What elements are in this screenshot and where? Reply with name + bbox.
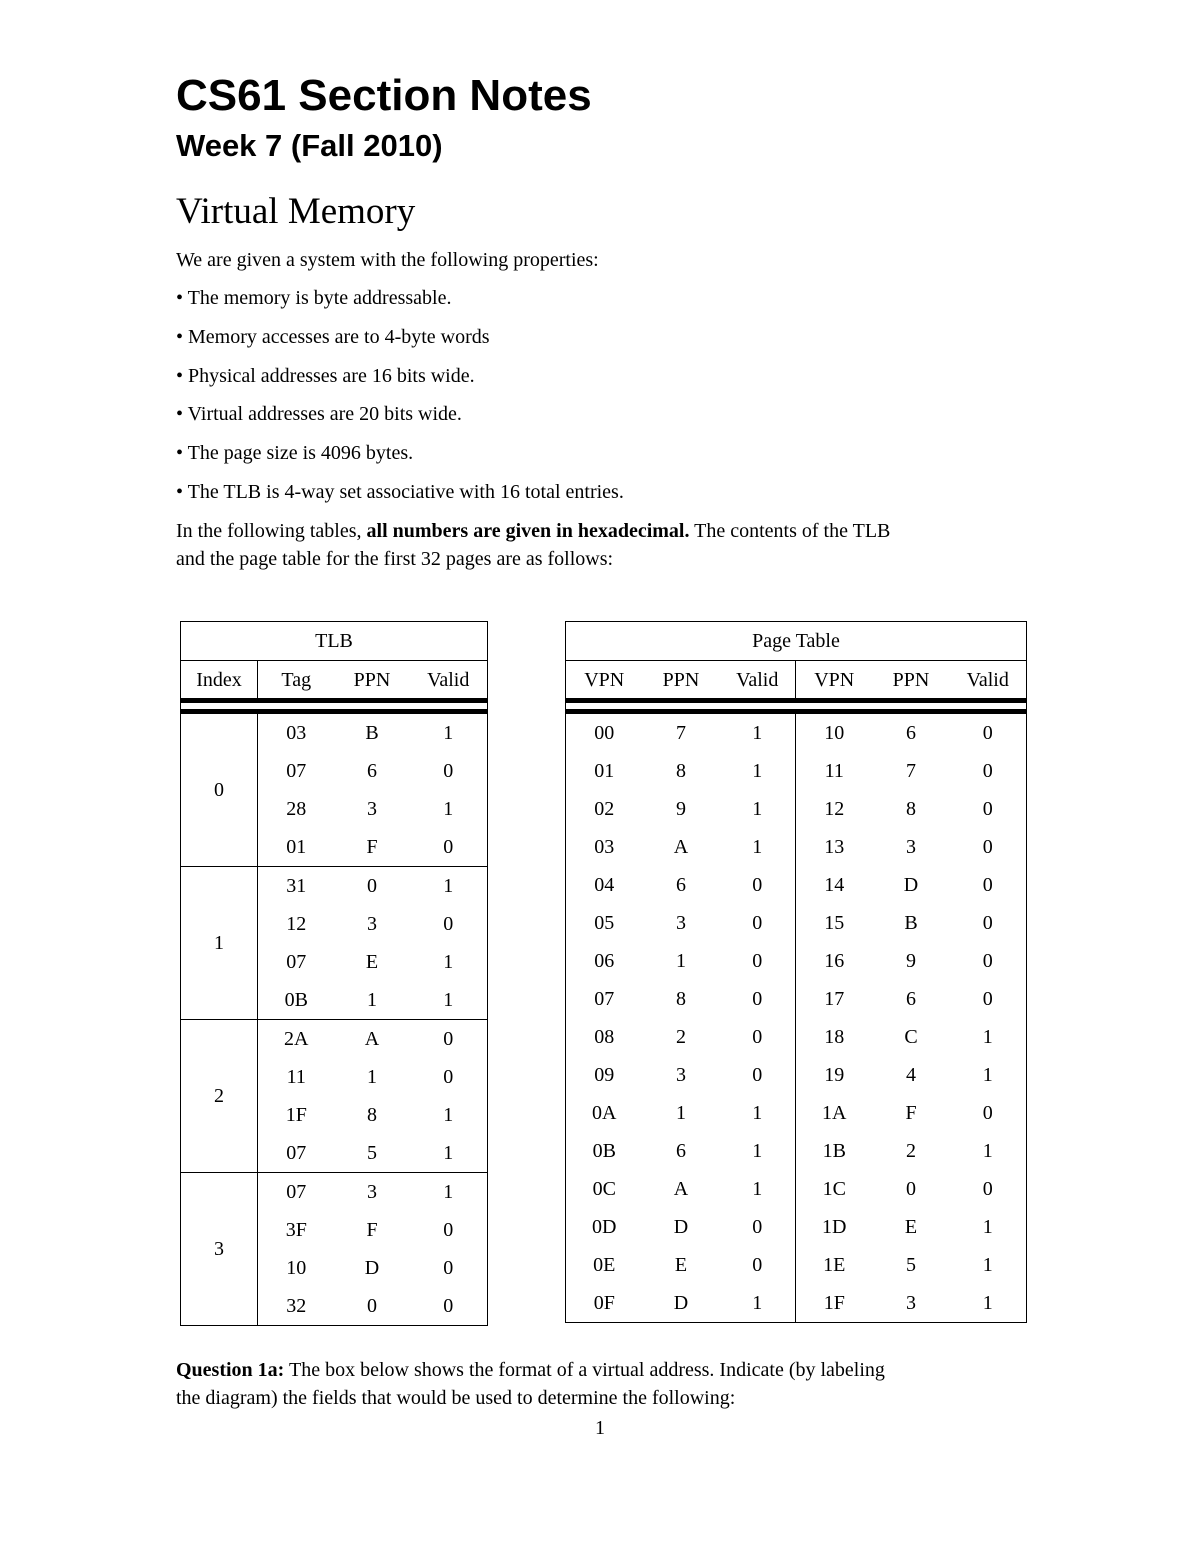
tlb-ppn-cell: 5 (335, 1134, 410, 1173)
pt-valid-cell: 1 (950, 1246, 1027, 1284)
page-table-body (566, 712, 1027, 1323)
pt-header-vpn: VPN (796, 661, 873, 701)
tlb-row (181, 867, 488, 906)
pt-ppn-cell: 8 (676, 760, 686, 782)
pt-vpn-cell: 1D (822, 1216, 847, 1238)
tlb-ppn-cell: E (365, 951, 379, 973)
tlb-set-index: 1 (181, 867, 258, 1020)
pt-vpn-cell: 03 (566, 828, 643, 866)
page-table-row (566, 828, 1027, 866)
tlb-tag-cell: 0B (258, 981, 335, 1020)
pt-vpn-cell: 09 (566, 1056, 643, 1094)
pt-valid-cell: 1 (720, 752, 796, 790)
tlb-caption: TLB (181, 622, 488, 661)
page-table-row (566, 752, 1027, 790)
pt-ppn-cell: 0 (906, 1178, 916, 1200)
pt-valid-cell: 1 (720, 1094, 796, 1132)
pt-valid-cell: 1 (720, 712, 796, 753)
pt-vpn-cell: 14 (824, 874, 845, 896)
tlb-ppn-cell: 3 (367, 798, 377, 820)
page-table-caption: Page Table (566, 622, 1027, 661)
tlb-valid-cell: 1 (410, 790, 488, 828)
pt-valid-cell: 0 (720, 904, 796, 942)
pt-vpn-cell: 15 (824, 912, 845, 934)
pt-ppn-cell: D (643, 1284, 720, 1323)
tlb-tag-cell: 07 (258, 1134, 335, 1173)
pt-ppn-cell: 2 (676, 1026, 686, 1048)
document-subtitle: Week 7 (Fall 2010) (176, 128, 443, 163)
pt-ppn-cell: D (673, 1216, 689, 1238)
pt-vpn-cell: 04 (566, 866, 643, 904)
pt-vpn-cell: 12 (824, 798, 845, 820)
tlb-tag-cell: 12 (286, 913, 307, 935)
pt-vpn-cell: 08 (566, 1018, 643, 1056)
pt-valid-cell: 0 (950, 1170, 1027, 1208)
pt-vpn-cell: 1B (822, 1140, 846, 1162)
page-table-row (566, 942, 1027, 980)
question-text: The box below shows the format of a virtual address. Indicate (by labeling (284, 1359, 885, 1381)
question-label: Question 1a: (176, 1359, 285, 1381)
pt-vpn-cell: 13 (824, 836, 845, 858)
tlb-tag-cell: 07 (286, 760, 307, 782)
bullet-item: • The page size is 4096 bytes. (176, 442, 414, 464)
pt-vpn-cell: 0C (566, 1170, 643, 1208)
tlb-valid-cell: 0 (410, 752, 488, 790)
tlb-row (181, 1020, 488, 1059)
pt-valid-cell: 0 (950, 752, 1027, 790)
pt-vpn-cell: 1E (823, 1254, 846, 1276)
tables-intro-text: In the following tables, (176, 520, 367, 542)
question-1a (176, 1356, 885, 1384)
pt-ppn-cell: 7 (906, 760, 916, 782)
pt-vpn-cell: 0B (566, 1132, 643, 1170)
pt-vpn-cell: 0E (566, 1246, 643, 1284)
page-table-row (566, 1284, 1027, 1323)
tlb-header-ppn: PPN (353, 668, 391, 691)
tlb-row (181, 1173, 488, 1212)
pt-ppn-cell: 8 (676, 988, 686, 1010)
pt-header-vpn: VPN (566, 661, 643, 701)
section-heading: Virtual Memory (176, 191, 416, 232)
pt-vpn-cell: 10 (824, 722, 845, 744)
tlb-valid-cell: 0 (410, 1020, 488, 1059)
tables-intro-line2: and the page table for the first 32 pages are as follows: (176, 548, 614, 570)
tlb-tag-cell: 03 (286, 722, 307, 744)
pt-valid-cell: 0 (720, 1208, 796, 1246)
tlb-header-tag: Tag (258, 661, 335, 701)
tlb-valid-cell: 1 (410, 1134, 488, 1173)
pt-header-ppn: PPN (892, 668, 930, 691)
pt-valid-cell: 1 (950, 1132, 1027, 1170)
page-number: 1 (595, 1417, 605, 1439)
pt-vpn-cell: 18 (824, 1026, 845, 1048)
tlb-tag-cell: 3F (285, 1219, 307, 1241)
tlb-set-index: 2 (181, 1020, 258, 1173)
page-table-row (566, 1094, 1027, 1132)
tlb-tag-cell: 32 (258, 1287, 335, 1326)
page-table-container (565, 621, 1027, 1323)
pt-valid-cell: 0 (950, 712, 1027, 753)
tables-intro-line1 (176, 517, 890, 545)
pt-ppn-cell: 6 (906, 722, 916, 744)
pt-ppn-cell: 5 (906, 1254, 916, 1276)
pt-vpn-cell: 11 (824, 760, 844, 782)
pt-valid-cell: 0 (950, 828, 1027, 866)
pt-vpn-cell: 02 (566, 790, 643, 828)
pt-valid-cell: 0 (950, 866, 1027, 904)
tlb-tag-cell: 31 (286, 875, 307, 897)
tlb-ppn-cell: 8 (367, 1104, 377, 1126)
page-table-row (566, 1132, 1027, 1170)
pt-ppn-cell: B (904, 912, 918, 934)
tlb-ppn-cell: B (365, 722, 379, 744)
pt-valid-cell: 0 (950, 790, 1027, 828)
tlb-ppn-cell: F (366, 1219, 378, 1241)
tlb-valid-cell: 1 (410, 1173, 488, 1212)
document-title: CS61 Section Notes (176, 71, 592, 120)
tlb-valid-cell: 1 (410, 1096, 488, 1134)
pt-ppn-cell: 9 (676, 798, 686, 820)
pt-valid-cell: 0 (720, 1056, 796, 1094)
pt-valid-cell: 0 (950, 942, 1027, 980)
page-table-row (566, 1246, 1027, 1284)
pt-valid-cell: 0 (950, 980, 1027, 1018)
pt-ppn-cell: 9 (906, 950, 916, 972)
tlb-tag-cell: 11 (286, 1066, 306, 1088)
page-table-row (566, 1056, 1027, 1094)
page-table-row (566, 1170, 1027, 1208)
pt-header-ppn: PPN (662, 668, 700, 691)
tlb-ppn-cell: 6 (367, 760, 377, 782)
tlb-tag-cell: 01 (258, 828, 335, 867)
tlb-ppn-cell: F (335, 828, 410, 867)
tlb-set-index: 0 (181, 712, 258, 867)
page-table-row (566, 980, 1027, 1018)
pt-valid-cell: 0 (720, 1018, 796, 1056)
pt-vpn-cell: 0D (566, 1208, 643, 1246)
pt-vpn-cell: 16 (824, 950, 845, 972)
tlb-valid-cell: 0 (410, 1249, 488, 1287)
intro-paragraph: We are given a system with the following properties: (176, 249, 599, 271)
tables-intro-text: The contents of the TLB (689, 520, 891, 542)
page-table-row (566, 1208, 1027, 1246)
pt-ppn-cell: 3 (906, 836, 916, 858)
tlb-tag-cell: 10 (286, 1257, 307, 1279)
pt-valid-cell: 0 (720, 866, 796, 904)
bullet-item: • Virtual addresses are 20 bits wide. (176, 403, 462, 425)
pt-ppn-cell: 1 (676, 950, 686, 972)
pt-vpn-cell: 0A (566, 1094, 643, 1132)
pt-vpn-cell: 1F (796, 1284, 873, 1323)
pt-valid-cell: 0 (720, 942, 796, 980)
pt-valid-cell: 1 (720, 828, 796, 866)
page-table-row (566, 712, 1027, 753)
tlb-valid-cell: 1 (410, 867, 488, 906)
pt-vpn-cell: 0F (566, 1284, 643, 1323)
pt-ppn-cell: 6 (676, 874, 686, 896)
tlb-valid-cell: 0 (410, 1058, 488, 1096)
tlb-valid-cell: 1 (410, 981, 488, 1020)
pt-valid-cell: 1 (720, 790, 796, 828)
pt-ppn-cell: 2 (906, 1140, 916, 1162)
pt-ppn-cell: 6 (906, 988, 916, 1010)
hexadecimal-emphasis: all numbers are given in hexadecimal. (366, 520, 690, 542)
tlb-valid-cell: 0 (410, 905, 488, 943)
pt-vpn-cell: 17 (824, 988, 845, 1010)
pt-ppn-cell: D (903, 874, 919, 896)
pt-ppn-cell: A (673, 836, 689, 858)
pt-valid-cell: 0 (720, 980, 796, 1018)
tlb-tag-cell: 1F (285, 1104, 307, 1126)
pt-valid-cell: 0 (720, 1246, 796, 1284)
tlb-valid-cell: 0 (410, 1211, 488, 1249)
page-table-row (566, 1018, 1027, 1056)
tlb-ppn-cell: 3 (367, 913, 377, 935)
tlb-valid-cell: 1 (410, 943, 488, 981)
page-table-row (566, 790, 1027, 828)
tlb-ppn-cell: 0 (367, 875, 377, 897)
tlb-tag-cell: 07 (286, 951, 307, 973)
page-table-row (566, 866, 1027, 904)
pt-ppn-cell: 6 (676, 1140, 686, 1162)
bullet-item: • Memory accesses are to 4-byte words (176, 326, 490, 348)
tlb-ppn-cell: 3 (367, 1181, 377, 1203)
pt-ppn-cell: 3 (676, 1064, 686, 1086)
tlb-ppn-cell: 1 (367, 1066, 377, 1088)
bullet-item: • The TLB is 4-way set associative with 16 total entries. (176, 481, 624, 503)
pt-valid-cell: 1 (950, 1208, 1027, 1246)
pt-ppn-cell: 1 (676, 1102, 686, 1124)
tlb-header-index: Index (181, 661, 258, 701)
tlb-ppn-cell: D (364, 1257, 380, 1279)
pt-header-valid: Valid (950, 661, 1027, 701)
tlb-row (181, 712, 488, 753)
pt-ppn-cell: 3 (873, 1284, 950, 1323)
pt-ppn-cell: 7 (676, 722, 686, 744)
bullet-item: • Physical addresses are 16 bits wide. (176, 365, 475, 387)
pt-valid-cell: 1 (950, 1018, 1027, 1056)
tlb-ppn-cell: A (364, 1028, 380, 1050)
pt-valid-cell: 0 (950, 1094, 1027, 1132)
page-table-row (566, 904, 1027, 942)
tlb-valid-cell: 1 (410, 712, 488, 753)
pt-ppn-cell: F (905, 1102, 917, 1124)
pt-vpn-cell: 1A (822, 1102, 847, 1124)
pt-vpn-cell: 07 (566, 980, 643, 1018)
pt-vpn-cell: 06 (566, 942, 643, 980)
tlb-valid-cell: 0 (410, 1287, 488, 1326)
tlb-ppn-cell: 0 (335, 1287, 410, 1326)
question-1a-line2: the diagram) the fields that would be used to determine the following: (176, 1387, 736, 1409)
pt-ppn-cell: 3 (676, 912, 686, 934)
tlb-valid-cell: 0 (410, 828, 488, 867)
pt-valid-cell: 1 (950, 1056, 1027, 1094)
pt-valid-cell: 1 (720, 1170, 796, 1208)
pt-header-valid: Valid (720, 661, 796, 701)
bullet-item: • The memory is byte addressable. (176, 287, 452, 309)
tlb-tag-cell: 28 (286, 798, 307, 820)
pt-vpn-cell: 05 (566, 904, 643, 942)
pt-ppn-cell: 8 (906, 798, 916, 820)
pt-ppn-cell: A (673, 1178, 689, 1200)
tlb-table-container (180, 621, 488, 1326)
pt-ppn-cell: E (674, 1254, 688, 1276)
tlb-set-index: 3 (181, 1173, 258, 1326)
pt-vpn-cell: 1C (822, 1178, 846, 1200)
tlb-ppn-cell: 1 (335, 981, 410, 1020)
pt-ppn-cell: C (904, 1026, 918, 1048)
pt-ppn-cell: 4 (906, 1064, 916, 1086)
pt-ppn-cell: E (904, 1216, 918, 1238)
header-divider (181, 701, 488, 712)
pt-vpn-cell: 01 (566, 752, 643, 790)
pt-valid-cell: 1 (720, 1132, 796, 1170)
tlb-header-valid: Valid (410, 661, 488, 701)
pt-valid-cell: 1 (720, 1284, 796, 1323)
pt-valid-cell: 0 (950, 904, 1027, 942)
tlb-table (180, 621, 488, 1326)
pt-vpn-cell: 00 (566, 712, 643, 753)
pt-vpn-cell: 19 (824, 1064, 845, 1086)
tlb-tag-cell: 07 (286, 1181, 307, 1203)
pt-valid-cell: 1 (950, 1284, 1027, 1323)
header-divider (566, 701, 1027, 712)
page-table (565, 621, 1027, 1323)
tlb-body (181, 712, 488, 1326)
tlb-tag-cell: 2A (284, 1028, 309, 1050)
